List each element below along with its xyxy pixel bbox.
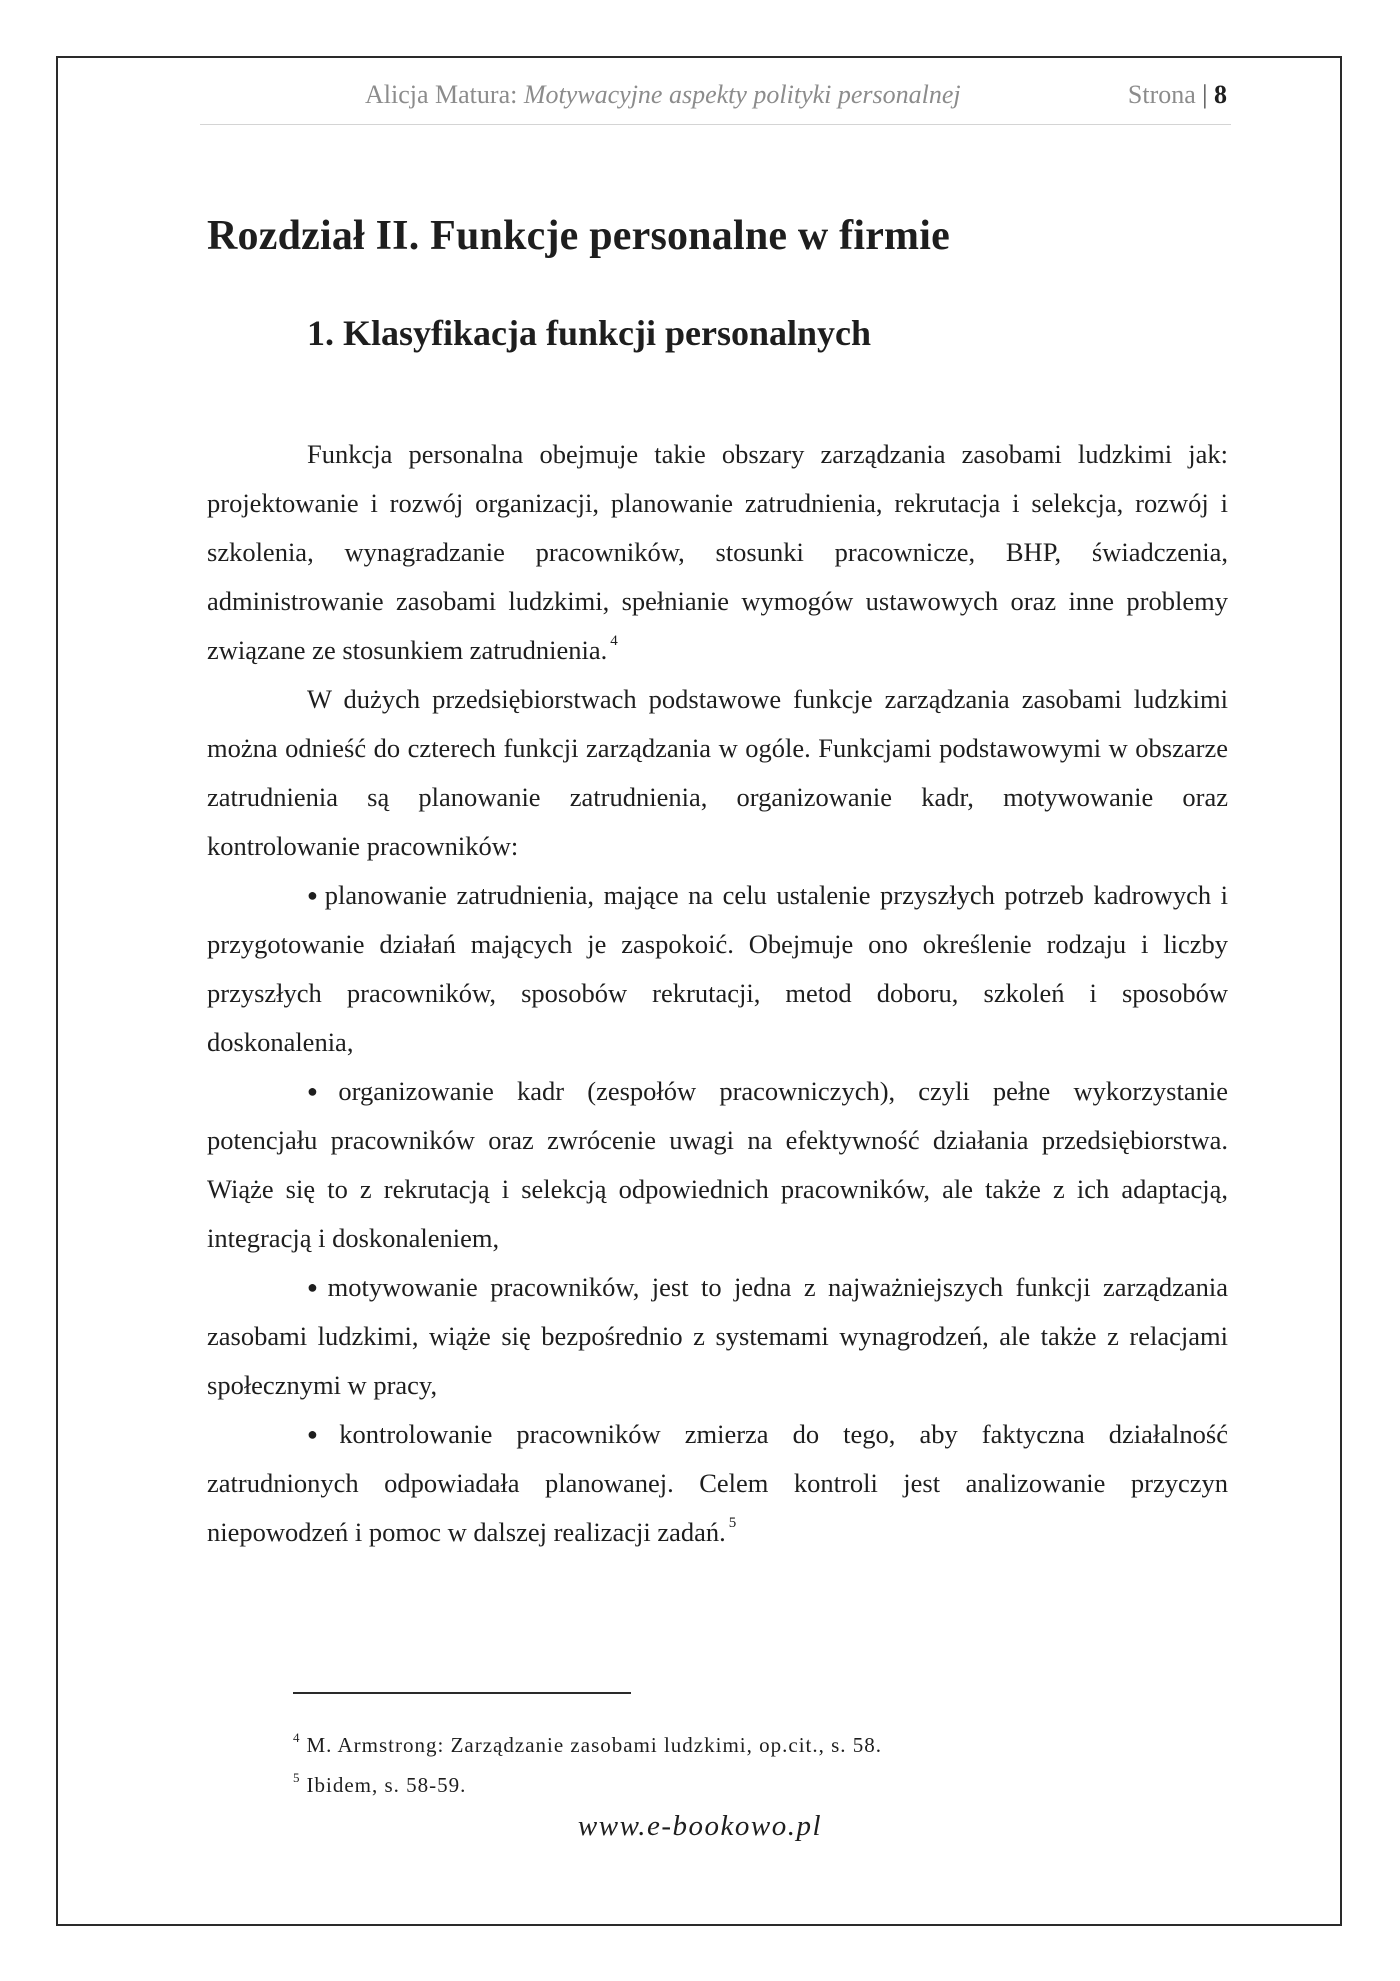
footnote-item xyxy=(293,1725,882,1765)
paragraph-1-text: Funkcja personalna obejmuje takie obszary zarządzania zasobami ludzkimi jak: projektowanie i rozwój organizacji, planowanie zatrudnienia, rekrutacja i selekcja, rozwój i szkolenia, wynagradzanie pracowników, stosunki pracownicze, BHP, świadczenia, administrowanie zasobami ludzkimi, spełnianie wymogów ustawowych oraz inne problemy związane ze stosunkiem zatrudnienia. xyxy=(207,439,1228,665)
footnotes xyxy=(293,1725,882,1805)
body-text xyxy=(207,430,1228,1557)
list-item xyxy=(207,1263,1228,1410)
header-page-label: Strona xyxy=(1127,80,1196,109)
list-item-text: kontrolowanie pracowników zmierza do tego, aby faktyczna działalność zatrudnionych odpowiadała planowanej. Celem kontroli jest analizowanie przyczyn niepowodzeń i pomoc w dalszej realizacji zadań. xyxy=(207,1419,1228,1547)
list-item xyxy=(207,871,1228,1067)
footnote-number: 4 xyxy=(293,1730,301,1745)
header-work-title: Motywacyjne aspekty polityki personalnej xyxy=(523,80,961,109)
bullet-icon: ● xyxy=(307,1277,324,1297)
chapter-title: Rozdział II. Funkcje personalne w firmie xyxy=(207,213,950,259)
list-item-text: motywowanie pracowników, jest to jedna z najważniejszych funkcji zarządzania zasobami ludzkimi, wiąże się bezpośrednio z systemami wynagrodzeń, ale także z relacjami społecznymi w pracy, xyxy=(207,1272,1229,1400)
footer-website-link[interactable]: www.e-bookowo.pl xyxy=(577,1810,823,1842)
footnote-divider xyxy=(293,1692,631,1694)
paragraph-1 xyxy=(207,430,1228,675)
header-title xyxy=(365,80,961,110)
section-title: 1. Klasyfikacja funkcji personalnych xyxy=(307,313,872,353)
footnote-item xyxy=(293,1765,882,1805)
header-author: Alicja Matura: xyxy=(365,80,518,109)
list-item xyxy=(207,1410,1228,1557)
footnote-text: M. Armstrong: Zarządzanie zasobami ludzkimi, op.cit., s. 58. xyxy=(306,1733,883,1757)
header-separator: | xyxy=(1202,80,1208,109)
bullet-icon: ● xyxy=(307,1081,335,1101)
footnote-text: Ibidem, s. 58-59. xyxy=(306,1773,467,1797)
list-item xyxy=(207,1067,1228,1263)
list-item-text: organizowanie kadr (zespołów pracowniczych), czyli pełne wykorzystanie potencjału pracowników oraz zwrócenie uwagi na efektywność działania przedsiębiorstwa. Wiąże się to z rekrutacją i selekcją odpowiednich pracowników, ale także z ich adaptacją, integracją i doskonaleniem, xyxy=(207,1076,1228,1253)
header-page-indicator xyxy=(1128,80,1227,110)
footnote-ref-4[interactable]: 4 xyxy=(610,633,618,649)
paragraph-2 xyxy=(207,675,1228,871)
footnote-ref-5[interactable]: 5 xyxy=(728,1515,737,1531)
bullet-icon: ● xyxy=(307,885,321,905)
bullet-icon: ● xyxy=(307,1424,336,1444)
page-number: 8 xyxy=(1214,80,1227,109)
paragraph-2-text: W dużych przedsiębiorstwach podstawowe funkcje zarządzania zasobami ludzkimi można odnieść do czterech funkcji zarządzania w ogóle. Funkcjami podstawowymi w obszarze zatrudnienia są planowanie zatrudnienia, organizowanie kadr, motywowanie oraz kontrolowanie pracowników: xyxy=(207,684,1228,861)
running-header xyxy=(200,80,1231,125)
list-item-text: planowanie zatrudnienia, mające na celu ustalenie przyszłych potrzeb kadrowych i przygotowanie działań mających je zaspokoić. Obejmuje ono określenie rodzaju i liczby przyszłych pracowników, sposobów rekrutacji, metod doboru, szkoleń i sposobów doskonalenia, xyxy=(207,880,1228,1057)
footnote-number: 5 xyxy=(293,1770,301,1785)
